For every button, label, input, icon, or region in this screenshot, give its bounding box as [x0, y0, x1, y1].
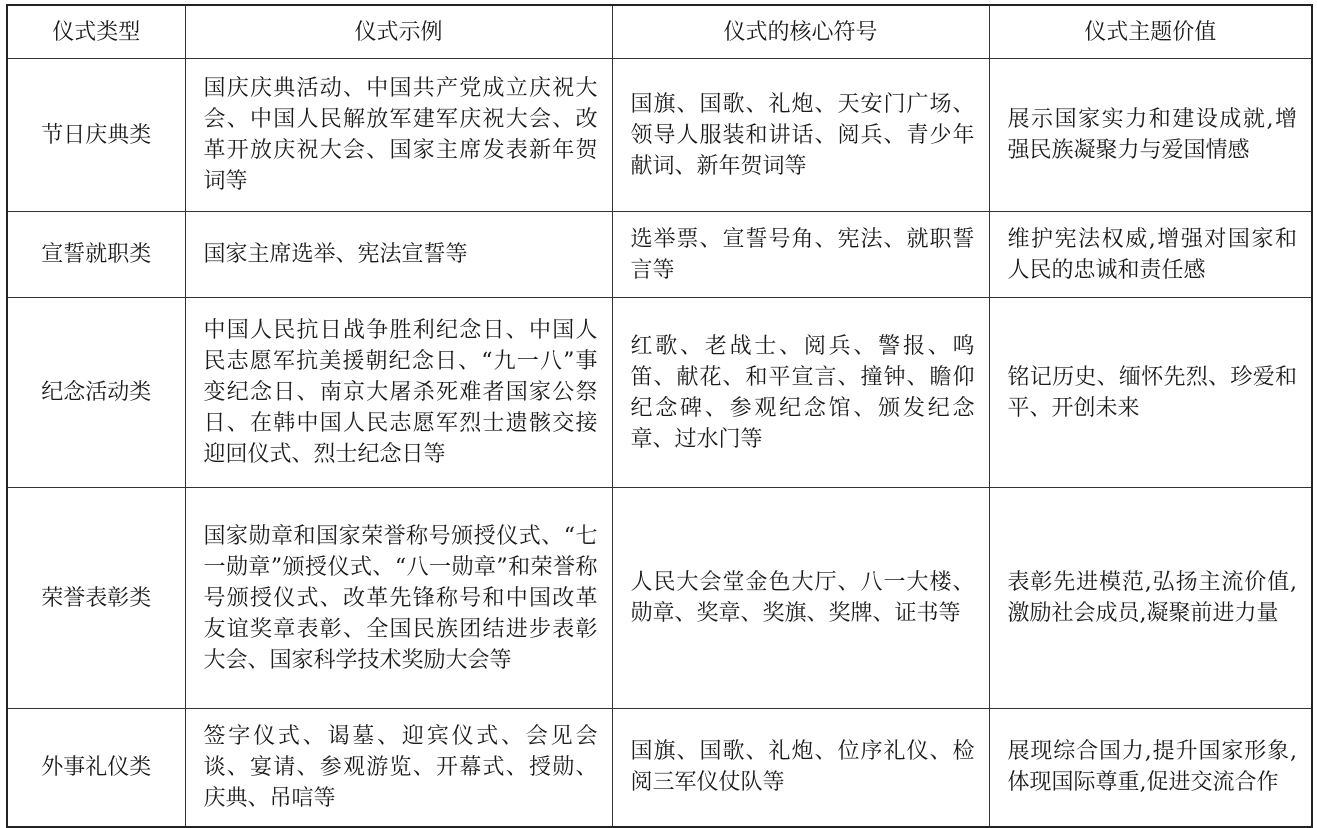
- core-symbols-cell: 国旗、国歌、礼炮、位序礼仪、检阅三军仪仗队等: [612, 709, 989, 827]
- theme-value-cell: 维护宪法权威,增强对国家和人民的忠诚和责任感: [989, 212, 1312, 298]
- ritual-type-cell: 荣誉表彰类: [7, 488, 185, 709]
- ritual-examples-cell: 国家勋章和国家荣誉称号颁授仪式、“七一勋章”颁授仪式、“八一勋章”和荣誉称号颁授仪式、改革先锋称号和中国改革友谊奖章表彰、全国民族团结进步表彰大会、国家科学技术奖励大会等: [185, 488, 612, 709]
- theme-value-cell: 展示国家实力和建设成就,增强民族凝聚力与爱国情感: [989, 59, 1312, 212]
- table-row: [7, 298, 1312, 488]
- ritual-type-cell: 宣誓就职类: [7, 212, 185, 298]
- table-row: [7, 212, 1312, 298]
- table-row: [7, 488, 1312, 709]
- core-symbols-cell: 选举票、宣誓号角、宪法、就职誓言等: [612, 212, 989, 298]
- theme-value-cell: 展现综合国力,提升国家形象,体现国际尊重,促进交流合作: [989, 709, 1312, 827]
- table-row: [7, 709, 1312, 827]
- ritual-table: [6, 4, 1313, 828]
- header-core-symbols: 仪式的核心符号: [612, 5, 989, 59]
- core-symbols-cell: 人民大会堂金色大厅、八一大楼、勋章、奖章、奖旗、奖牌、证书等: [612, 488, 989, 709]
- theme-value-cell: 表彰先进模范,弘扬主流价值,激励社会成员,凝聚前进力量: [989, 488, 1312, 709]
- ritual-examples-cell: 国家主席选举、宪法宣誓等: [185, 212, 612, 298]
- header-theme-value: 仪式主题价值: [989, 5, 1312, 59]
- ritual-examples-cell: 签字仪式、谒墓、迎宾仪式、会见会谈、宴请、参观游览、开幕式、授勋、庆典、吊唁等: [185, 709, 612, 827]
- ritual-type-cell: 纪念活动类: [7, 298, 185, 488]
- header-ritual-examples: 仪式示例: [185, 5, 612, 59]
- table-row: [7, 59, 1312, 212]
- core-symbols-cell: 红歌、老战士、阅兵、警报、鸣笛、献花、和平宣言、撞钟、瞻仰纪念碑、参观纪念馆、颁发纪念章、过水门等: [612, 298, 989, 488]
- theme-value-cell: 铭记历史、缅怀先烈、珍爱和平、开创未来: [989, 298, 1312, 488]
- ritual-type-cell: 外事礼仪类: [7, 709, 185, 827]
- ritual-examples-cell: 中国人民抗日战争胜利纪念日、中国人民志愿军抗美援朝纪念日、“九一八”事变纪念日、南京大屠杀死难者国家公祭日、在韩中国人民志愿军烈士遗骸交接迎回仪式、烈士纪念日等: [185, 298, 612, 488]
- ritual-examples-cell: 国庆庆典活动、中国共产党成立庆祝大会、中国人民解放军建军庆祝大会、改革开放庆祝大会、国家主席发表新年贺词等: [185, 59, 612, 212]
- header-ritual-type: 仪式类型: [7, 5, 185, 59]
- ritual-type-cell: 节日庆典类: [7, 59, 185, 212]
- core-symbols-cell: 国旗、国歌、礼炮、天安门广场、领导人服装和讲话、阅兵、青少年献词、新年贺词等: [612, 59, 989, 212]
- table-header-row: [7, 5, 1312, 59]
